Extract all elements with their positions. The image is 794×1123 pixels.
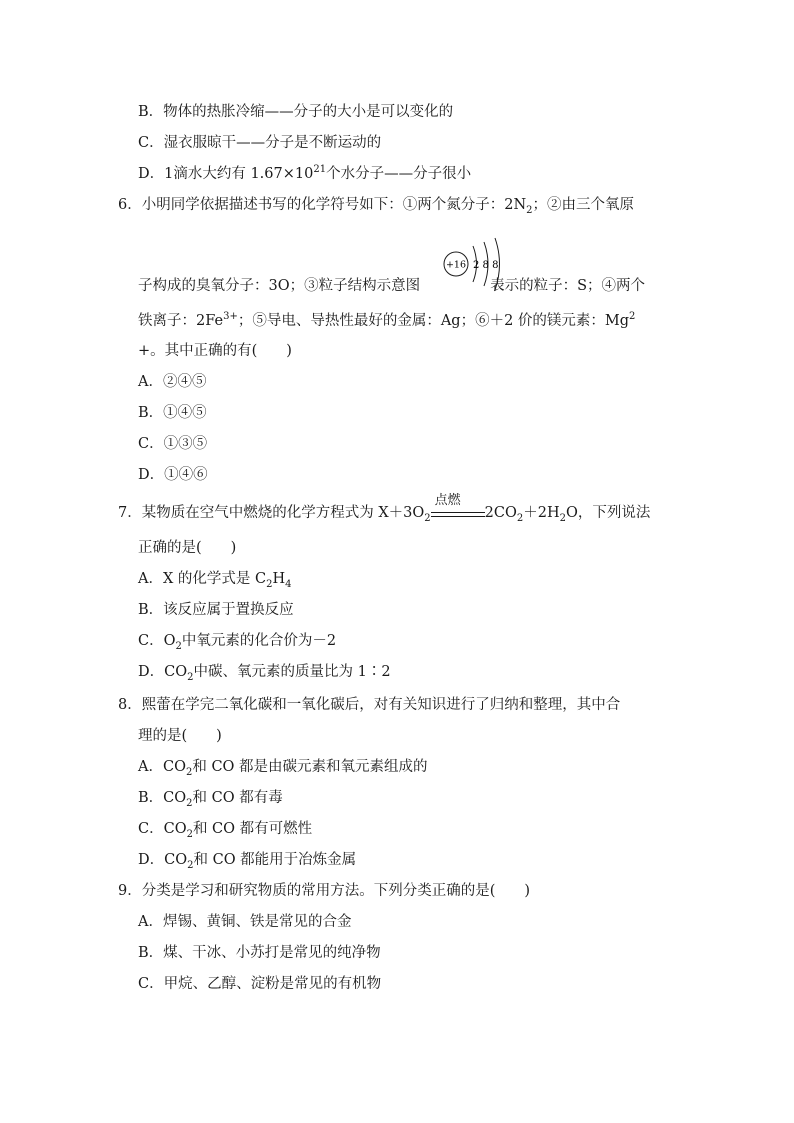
q7-stem-line1: 7．某物质在空气中燃烧的化学方程式为 $X+3O_2$ 点燃 $2CO_2+2H_2O$，下列说法 <box>118 493 651 524</box>
electron-shell-counts: 2 8 8 <box>473 260 499 271</box>
q7-option-c: C．$O_2$中氧元素的化合价为－2 <box>138 633 337 652</box>
q6-stem-line1: 6．小明同学依据描述书写的化学符号如下：①两个氮分子：$2N_2$；②由三个氧原 <box>118 197 635 216</box>
q7-option-b: B．该反应属于置换反应 <box>138 602 294 618</box>
q8-option-c: C．$CO_2$和 CO 都有可燃性 <box>138 821 313 840</box>
q5-option-d: D．1滴水大约有 $1.67\times 10^{21}$个水分子——分子很小 <box>138 164 472 182</box>
q8-option-b: B．$CO_2$和 CO 都有毒 <box>138 790 283 809</box>
q9-option-b: B．煤、干冰、小苏打是常见的纯净物 <box>138 945 381 961</box>
q6-option-b: B．①④⑤ <box>138 405 207 421</box>
q6-option-c: C．①③⑤ <box>138 436 208 452</box>
q9-option-c: C．甲烷、乙醇、淀粉是常见的有机物 <box>138 976 382 992</box>
q6-stem-line4: +。其中正确的有( ) <box>138 343 292 359</box>
q5-option-c: C．湿衣服晾干——分子是不断运动的 <box>138 135 382 151</box>
q9-option-a: A．焊锡、黄铜、铁是常见的合金 <box>138 914 352 930</box>
q7-option-d: D．$CO_2$中碳、氧元素的质量比为 1∶2 <box>138 664 391 683</box>
nucleus-charge: +16 <box>445 259 467 271</box>
q8-option-d: D．$CO_2$和 CO 都能用于冶炼金属 <box>138 852 357 871</box>
reaction-condition-arrow <box>431 493 485 523</box>
q8-stem-line2: 理的是( ) <box>138 728 222 744</box>
q5-option-b: B．物体的热胀冷缩——分子的大小是可以变化的 <box>138 104 454 120</box>
q7-stem-line2: 正确的是( ) <box>138 540 237 556</box>
q8-option-a: A．$CO_2$和 CO 都是由碳元素和氧元素组成的 <box>138 759 428 778</box>
q9-stem-line1: 9．分类是学习和研究物质的常用方法。下列分类正确的是( ) <box>118 883 531 899</box>
q7-option-a: A．X 的化学式是 $C_2H_4$ <box>138 571 292 590</box>
q6-stem-line3: 铁离子：$2Fe^{3+}$；⑤导电、导热性最好的金属：Ag；⑥＋2 价的镁元素：Mg$^2$ <box>138 311 636 329</box>
q6-option-a: A．②④⑤ <box>138 374 207 390</box>
q8-stem-line1: 8．熙蕾在学完二氧化碳和一氧化碳后，对有关知识进行了归纳和整理，其中合 <box>118 697 621 713</box>
q6-stem-line2: 子构成的臭氧分子：3O；③粒子结构示意图 表示的粒子：S；④两个 <box>138 278 646 294</box>
q6-option-d: D．①④⑥ <box>138 467 208 483</box>
reaction-condition-label: 点燃 <box>434 493 461 508</box>
